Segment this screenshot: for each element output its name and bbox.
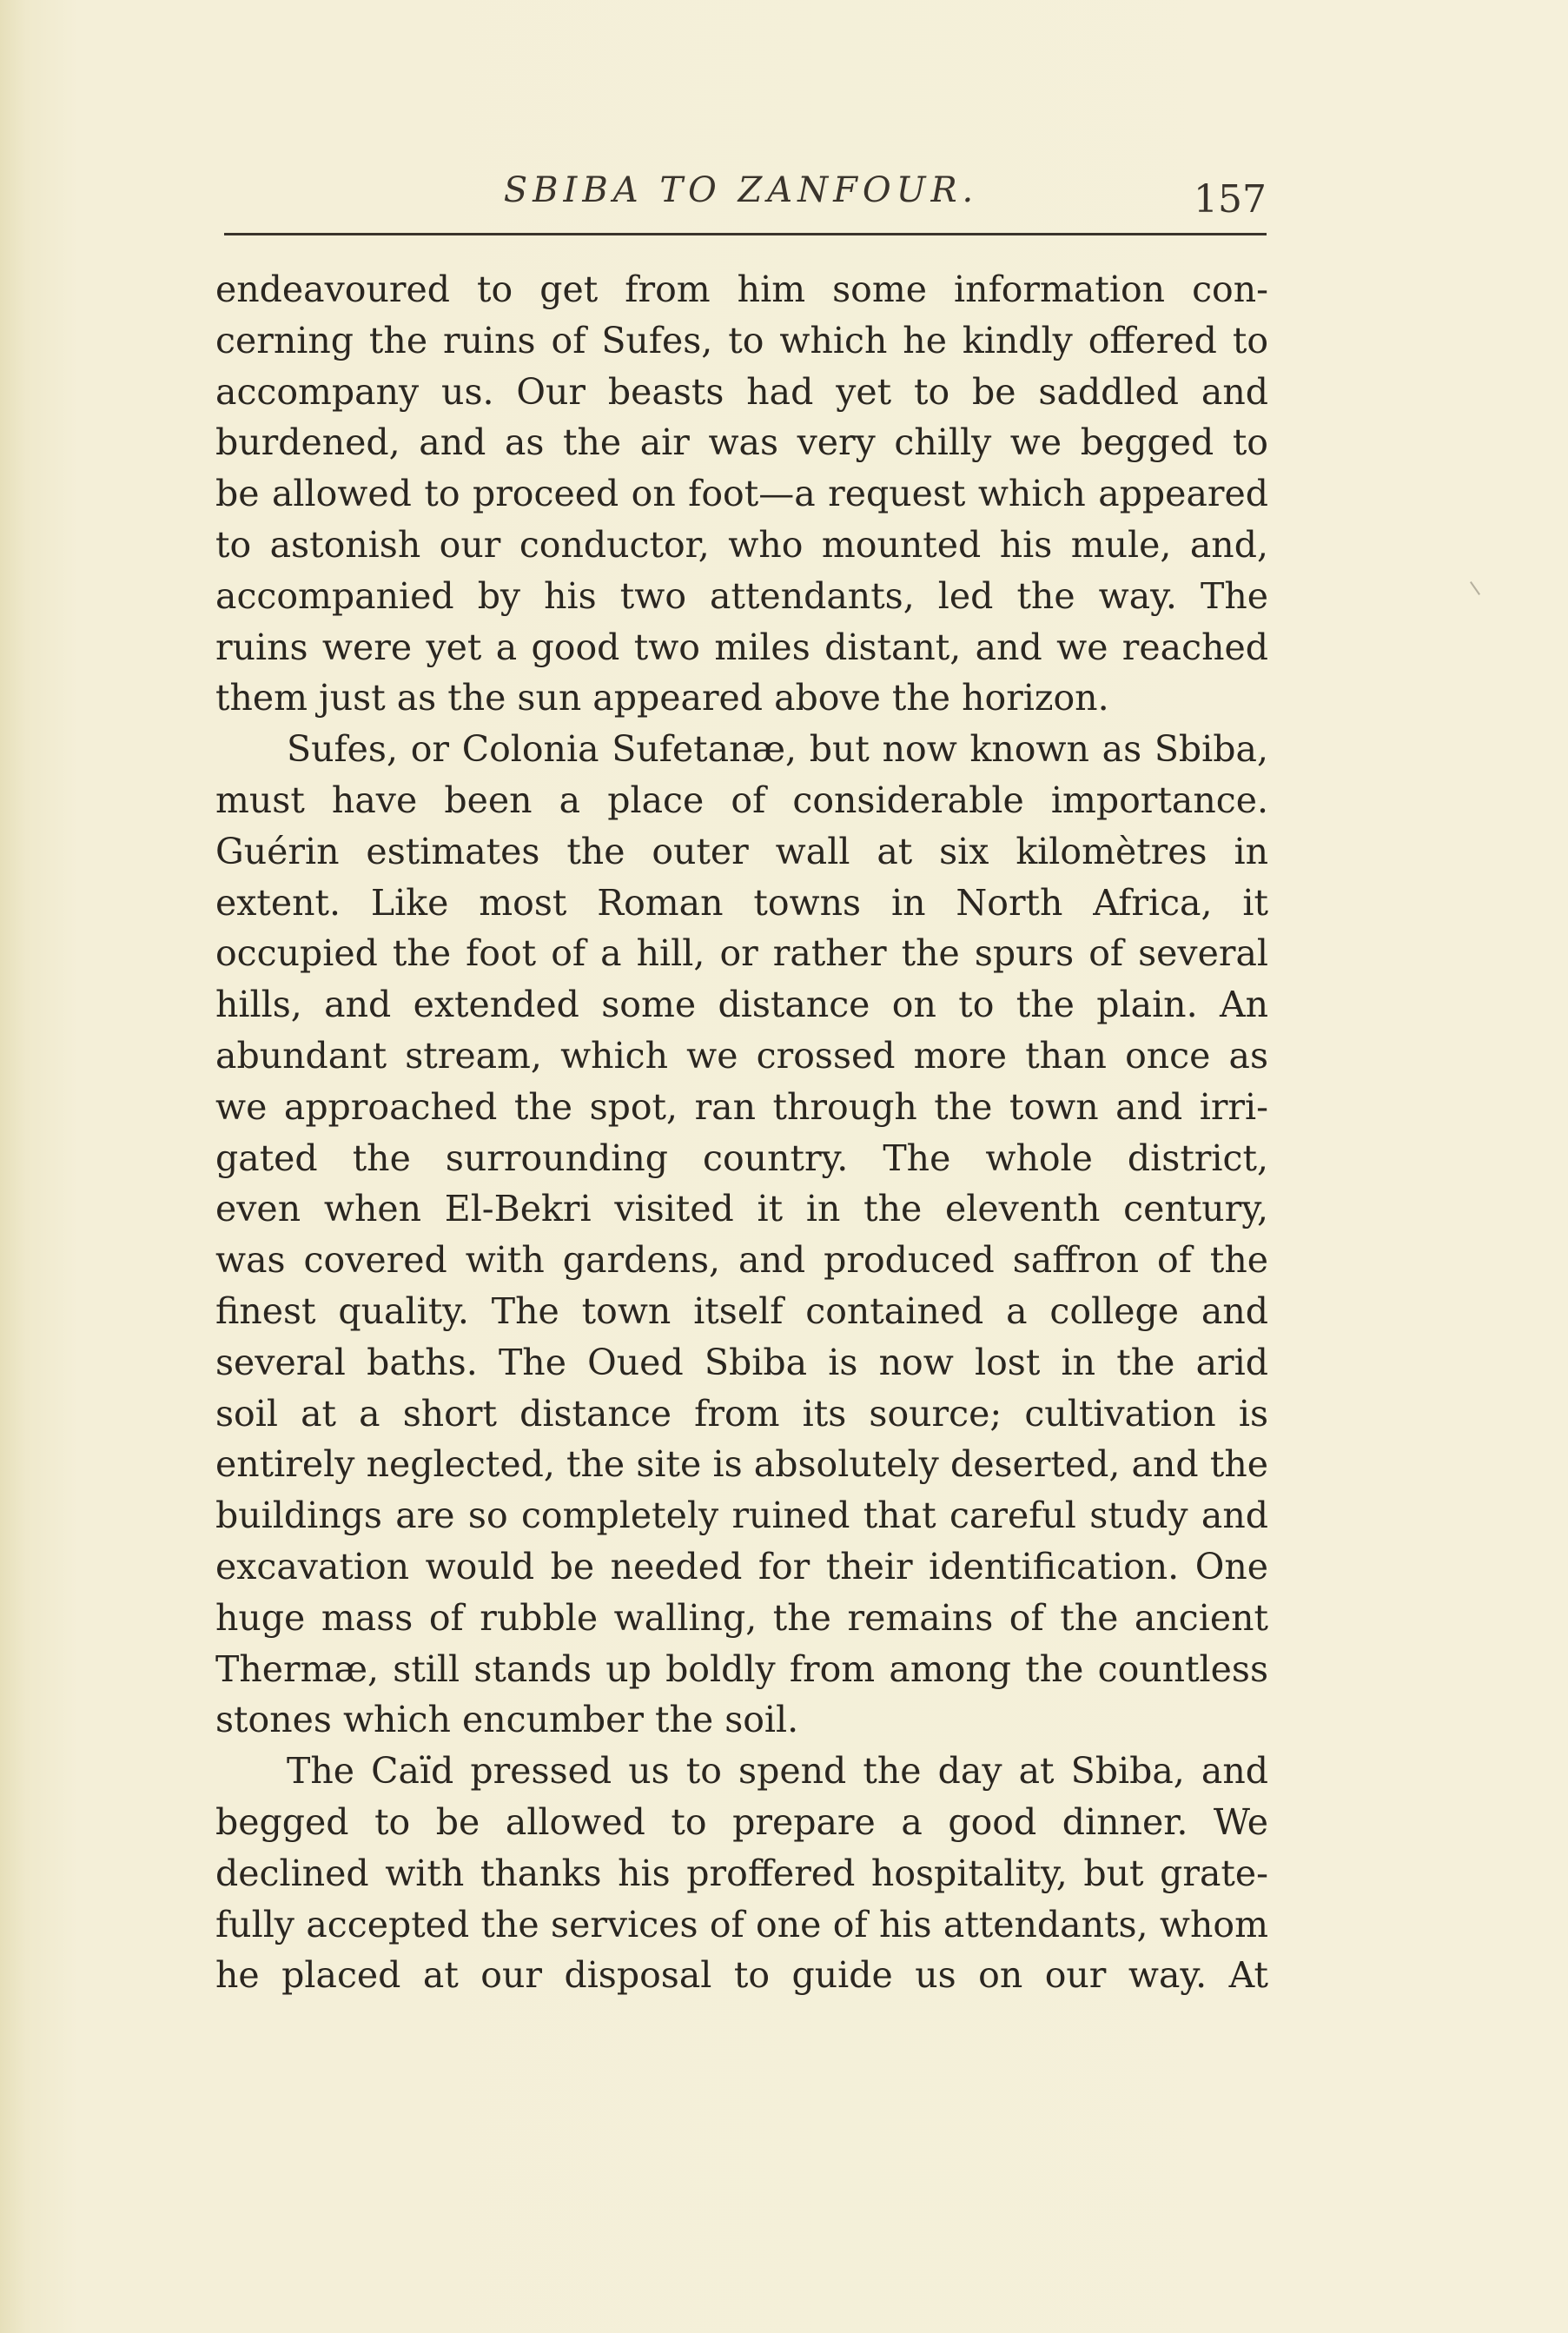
text-line: begged to be allowed to prepare a good dinner. We [215, 1800, 1268, 1843]
text-line: endeavoured to get from him some information con- [215, 268, 1268, 310]
text-line: soil at a short distance from its source; cultivation is [215, 1392, 1268, 1435]
text-line: fully accepted the services of one of his attendants, whom [215, 1903, 1268, 1945]
text-line: Sufes, or Colonia Sufetanæ, but now known as Sbiba, [287, 728, 1268, 771]
text-line: The Caïd pressed us to spend the day at Sbiba, and [287, 1750, 1268, 1793]
text-line: excavation would be needed for their identification. One [215, 1545, 1268, 1587]
text-line: them just as the sun appeared above the horizon. [215, 677, 1109, 719]
page-number: 157 [1194, 177, 1267, 222]
header-rule [224, 233, 1267, 235]
body-text [215, 264, 1268, 2001]
text-line: stones which encumber the soil. [215, 1699, 799, 1741]
text-line: even when El-Bekri visited it in the eleventh century, [215, 1188, 1268, 1230]
text-line: we approached the spot, ran through the town and irri- [215, 1085, 1268, 1128]
text-line: accompanied by his two attendants, led the way. The [215, 574, 1268, 617]
text-line: cerning the ruins of Sufes, to which he kindly offered to [215, 319, 1268, 361]
text-line: ruins were yet a good two miles distant, and we reached [215, 626, 1268, 668]
paragraph [215, 724, 1268, 1746]
paragraph [215, 1746, 1268, 2001]
text-line: Guérin estimates the outer wall at six kilomètres in [215, 830, 1268, 872]
text-line: buildings are so completely ruined that careful study and [215, 1495, 1268, 1537]
text-line: burdened, and as the air was very chilly we begged to [215, 421, 1268, 464]
text-line: to astonish our conductor, who mounted his mule, and, [215, 523, 1268, 566]
text-line: must have been a place of considerable importance. [215, 779, 1268, 821]
paragraph [215, 264, 1268, 724]
text-line: declined with thanks his proffered hospitality, but grate- [215, 1852, 1268, 1894]
text-line: occupied the foot of a hill, or rather the spurs of several [215, 932, 1268, 975]
text-line: Thermæ, still stands up boldly from among the countless [215, 1647, 1268, 1690]
text-line: accompany us. Our beasts had yet to be saddled and [215, 370, 1268, 413]
text-line: was covered with gardens, and produced saffron of the [215, 1239, 1268, 1282]
text-line: abundant stream, which we crossed more than once as [215, 1034, 1268, 1077]
text-line: entirely neglected, the site is absolutely deserted, and the [215, 1443, 1268, 1486]
running-head [215, 163, 1267, 233]
text-line: be allowed to proceed on foot—a request which appeared [215, 473, 1268, 515]
text-line: extent. Like most Roman towns in North Africa, it [215, 881, 1268, 924]
text-line: hills, and extended some distance on to the plain. An [215, 984, 1268, 1026]
text-line: several baths. The Oued Sbiba is now lost in the arid [215, 1341, 1268, 1383]
stray-ink-mark [1470, 581, 1480, 595]
text-line: huge mass of rubble walling, the remains of the ancient [215, 1596, 1268, 1639]
running-title: SBIBA TO ZANFOUR. [503, 170, 979, 210]
text-line: gated the surrounding country. The whole district, [215, 1137, 1268, 1179]
text-line: finest quality. The town itself contained a college and [215, 1289, 1268, 1332]
text-line: he placed at our disposal to guide us on our way. At [215, 1954, 1268, 1997]
